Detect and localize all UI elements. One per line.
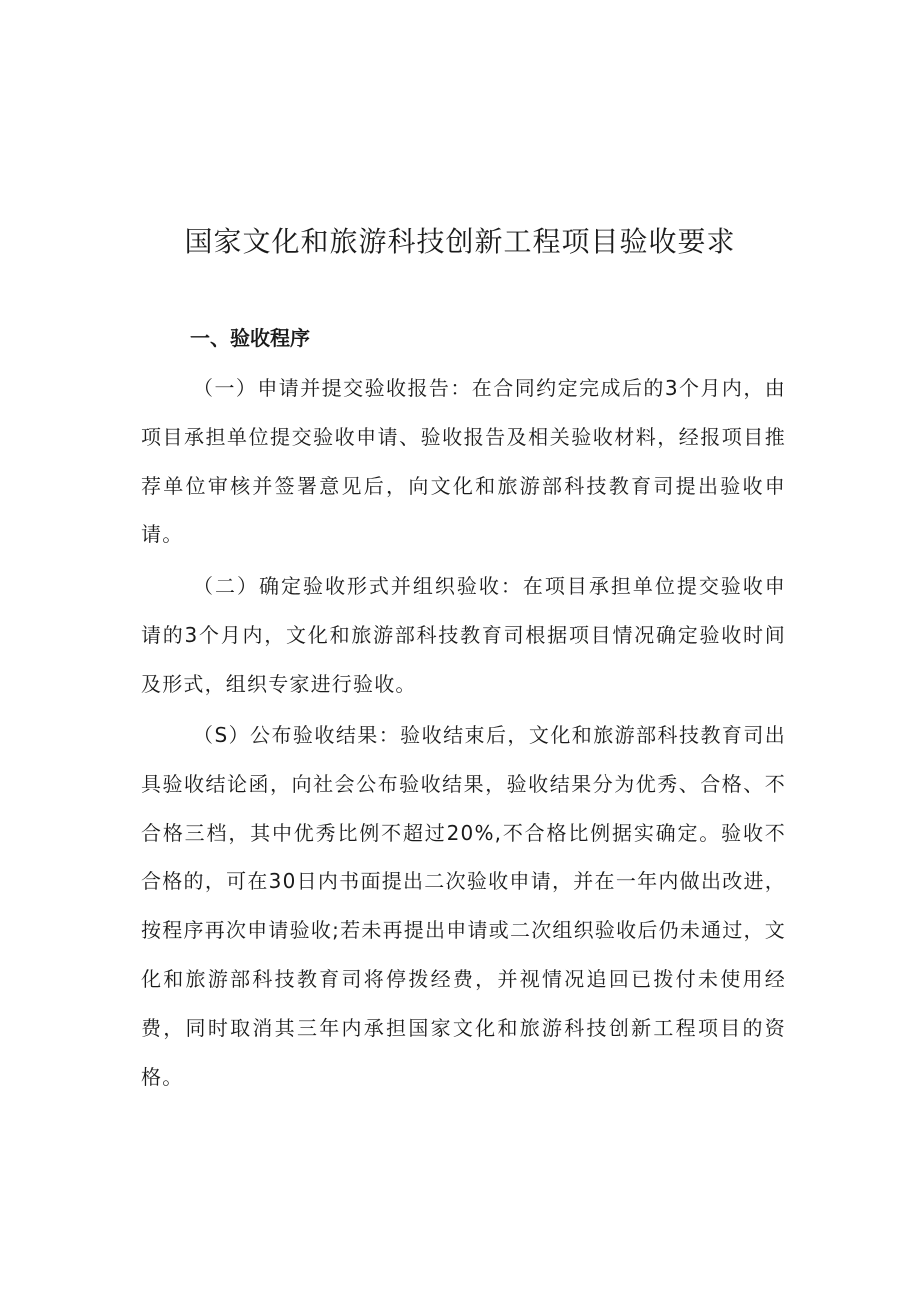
paragraph-publish-results: （S）公布验收结果：验收结束后，文化和旅游部科技教育司出具验收结论函，向社会公布验收结果，验收结果分为优秀、合格、不合格三档，其中优秀比例不超过20%,不合格比例据实确定。验收不合格的，可在30日内书面提出二次验收申请，并在一年内做出改进，按程序再次申请验收;若未再提出申请或二次组织验收后仍未通过，文化和旅游部科技教育司将停拨经费，并视情况追回已拨付未使用经费，同时取消其三年内承担国家文化和旅游科技创新工程项目的资格。 — [141, 723, 786, 1089]
section-heading-acceptance-procedure: 一、验收程序 — [190, 326, 310, 350]
paragraph-submit-report: （一）申请并提交验收报告：在合同约定完成后的3个月内，由项目承担单位提交验收申请、验收报告及相关验收材料，经报项目推荐单位审核并签署意见后，向文化和旅游部科技教育司提出验收申请。 — [141, 376, 786, 547]
paragraph-organize-acceptance: （二）确定验收形式并组织验收：在项目承担单位提交验收申请的3个月内，文化和旅游部科技教育司根据项目情况确定验收时间及形式，组织专家进行验收。 — [141, 574, 786, 696]
document-title: 国家文化和旅游科技创新工程项目验收要求 — [184, 225, 736, 258]
